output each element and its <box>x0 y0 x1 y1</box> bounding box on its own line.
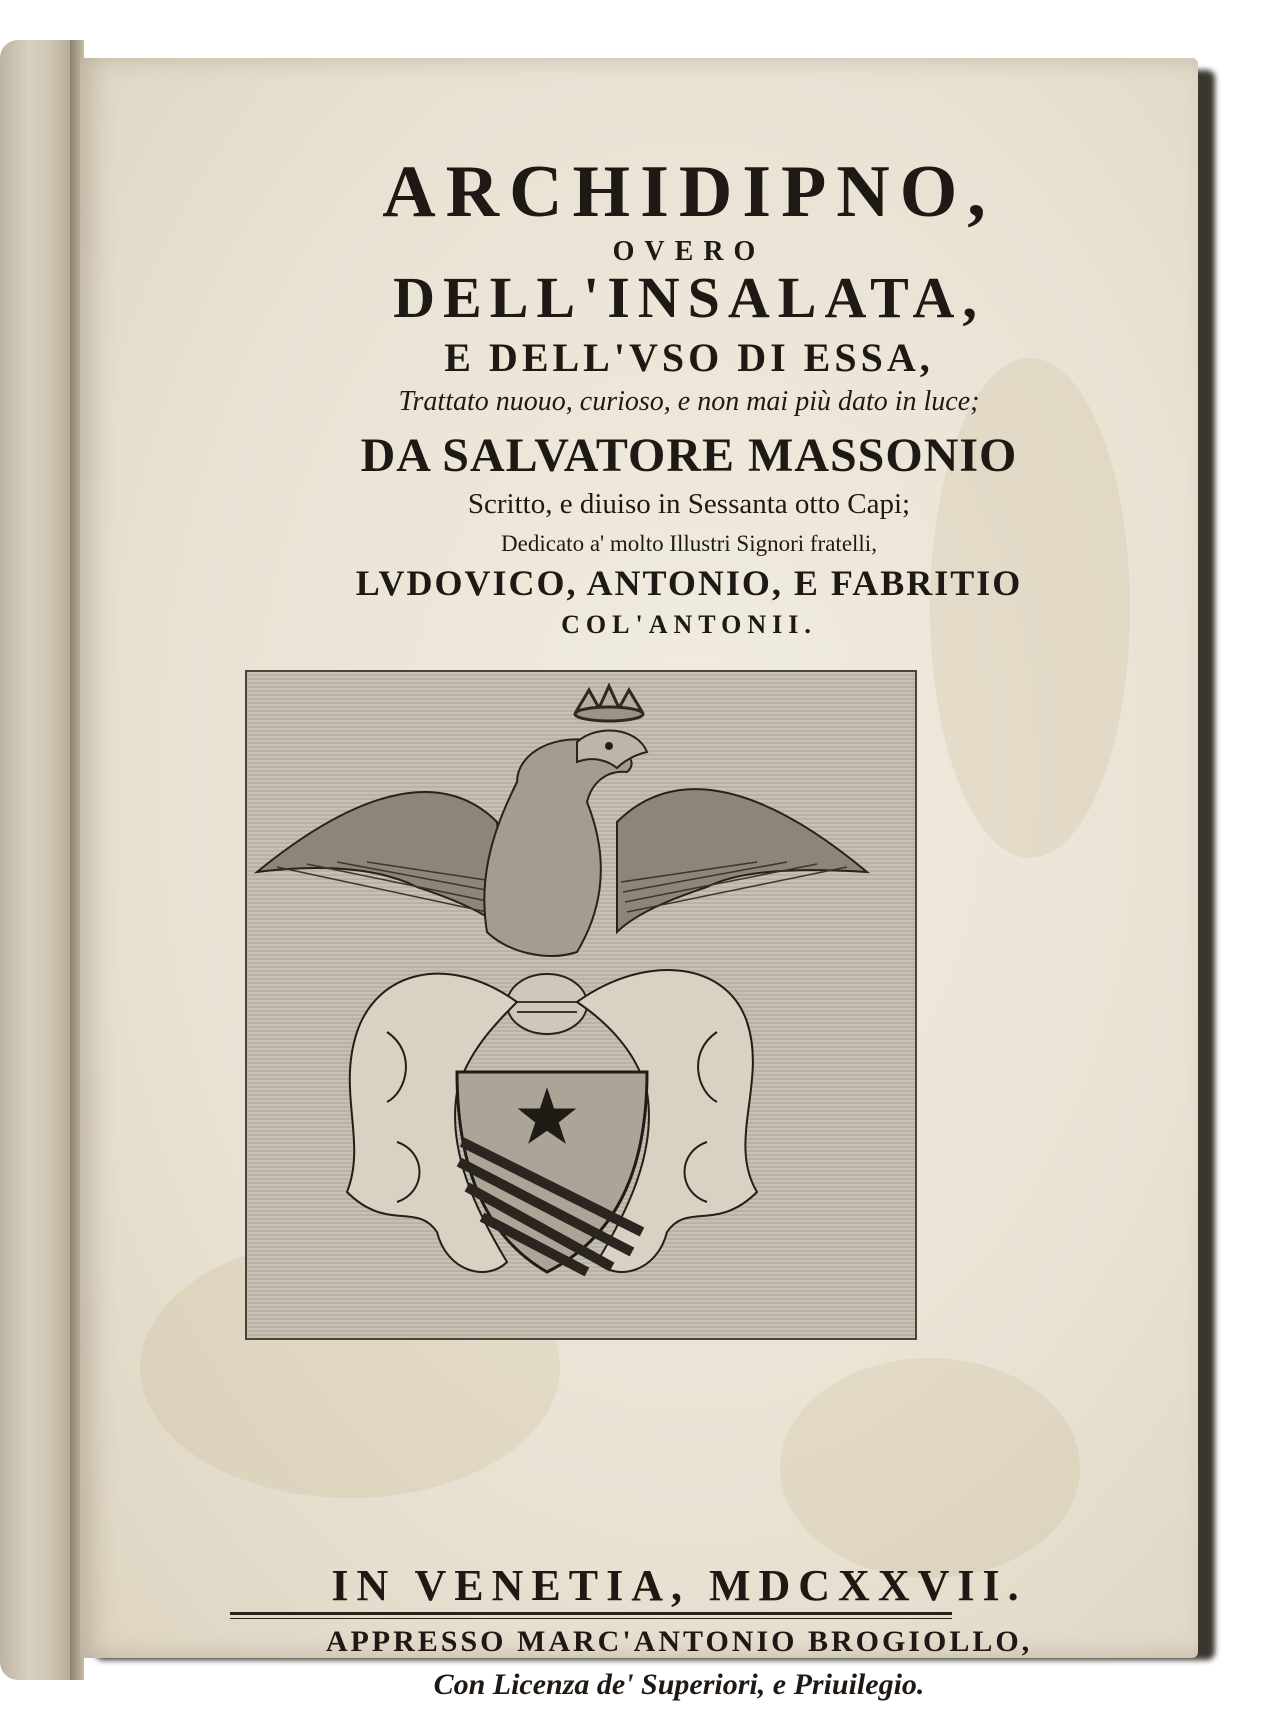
author-line: DA SALVATORE MASSONIO <box>360 429 1018 482</box>
paper-stain <box>780 1358 1080 1578</box>
treatise-description: Trattato nuouo, curioso, e non mai più dato in luce; <box>398 386 980 417</box>
dedicatees-surname: COL'ANTONII. <box>561 610 817 639</box>
crown-icon <box>575 686 643 721</box>
imprint-place-date: IN VENETIA, MDCXXVII. <box>331 1561 1027 1610</box>
dedication-line: Dedicato a' molto Illustri Signori fratelli, <box>501 531 877 556</box>
license-line: Con Licenza de' Superiori, e Priuilegio. <box>433 1668 925 1701</box>
coat-of-arms-engraving <box>245 670 917 1340</box>
book-subtitle: DELL'INSALATA, <box>393 265 985 330</box>
imprint-rule-thin <box>230 1618 952 1619</box>
ouero-line: OVERO <box>612 236 766 267</box>
imprint-rule <box>230 1612 952 1615</box>
helmet-icon <box>507 974 587 1034</box>
eagle-icon <box>257 731 867 956</box>
printer-line: APPRESSO MARC'ANTONIO BROGIOLLO, <box>325 1625 1033 1658</box>
division-line: Scritto, e diuiso in Sessanta otto Capi; <box>467 488 911 520</box>
book-subtitle-2: E DELL'VSO DI ESSA, <box>444 335 934 380</box>
eagle-crest-illustration <box>247 672 915 1338</box>
book-title: ARCHIDIPNO, <box>382 151 996 233</box>
dedicatees-line: LVDOVICO, ANTONIO, E FABRITIO <box>355 563 1023 603</box>
